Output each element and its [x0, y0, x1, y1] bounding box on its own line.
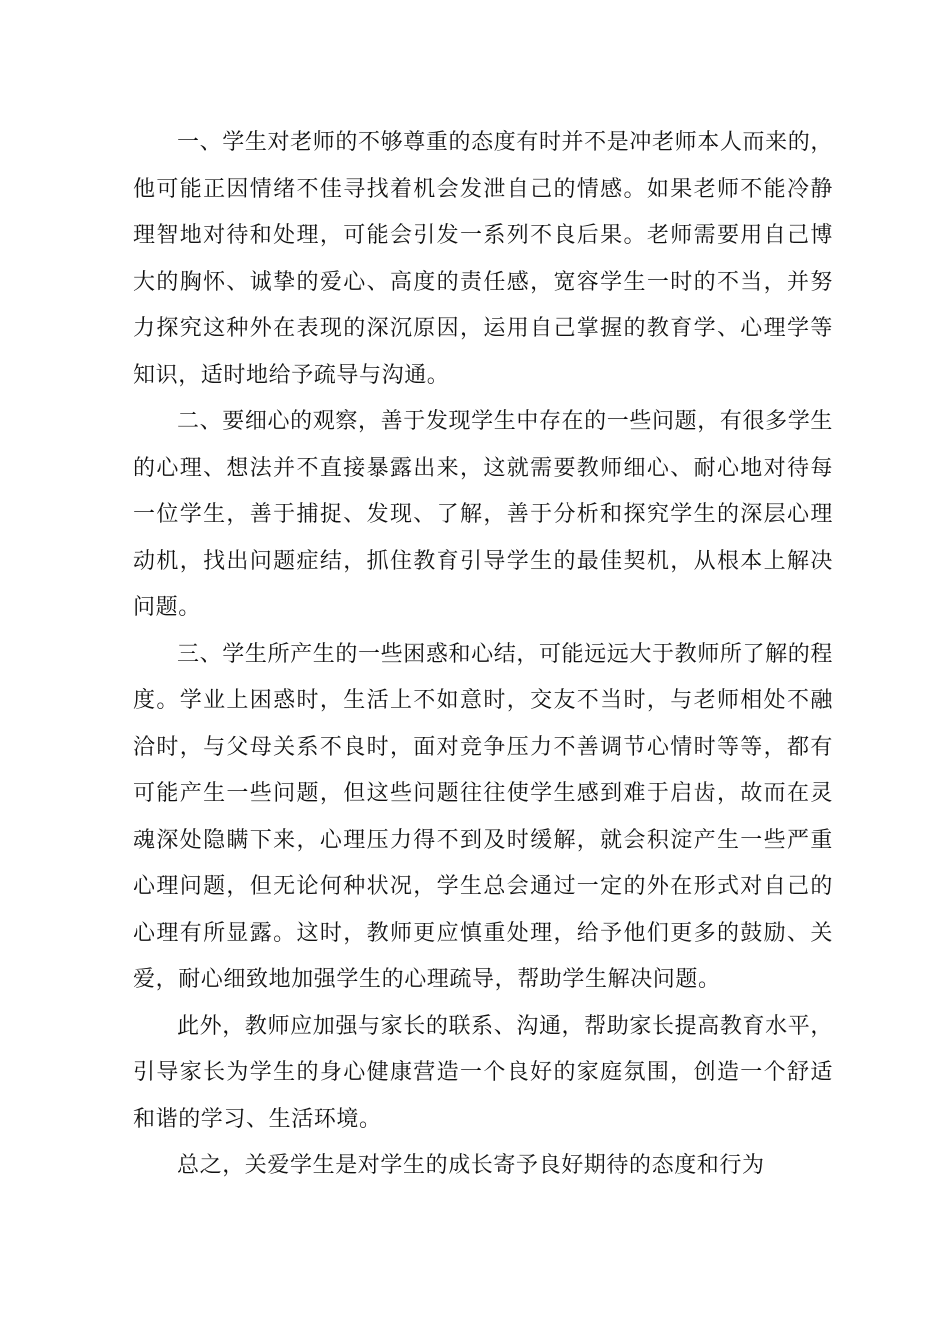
paragraph-3: 三、学生所产生的一些困惑和心结，可能远远大于教师所了解的程度。学业上困惑时，生活上不如意时，交友不当时，与老师相处不融洽时，与父母关系不良时，面对竞争压力不善调节心情时等等，都有可能产生一些问题，但这些问题往往使学生感到难于启齿，故而在灵魂深处隐瞒下来，心理压力得不到及时缓解，就会积淀产生一些严重心理问题，但无论何种状况，学生总会通过一定的外在形式对自己的心理有所显露。这时，教师更应慎重处理，给予他们更多的鼓励、关爱，耐心细致地加强学生的心理疏导，帮助学生解决问题。 — [133, 641, 833, 992]
paragraph-5: 总之，关爱学生是对学生的成长寄予良好期待的态度和行为 — [177, 1153, 765, 1178]
paragraph-1: 一、学生对老师的不够尊重的态度有时并不是冲老师本人而来的，他可能正因情绪不佳寻找着机会发泄自己的情感。如果老师不能冷静理智地对待和处理，可能会引发一系列不良后果。老师需要用自己博大的胸怀、诚挚的爱心、高度的责任感，宽容学生一时的不当，并努力探究这种外在表现的深沉原因，运用自己掌握的教育学、心理学等知识，适时地给予疏导与沟通。 — [133, 130, 833, 388]
document-body — [133, 120, 833, 1190]
paragraph-4: 此外，教师应加强与家长的联系、沟通，帮助家长提高教育水平，引导家长为学生的身心健康营造一个良好的家庭氛围，创造一个舒适和谐的学习、生活环境。 — [133, 1013, 833, 1132]
paragraph-2: 二、要细心的观察，善于发现学生中存在的一些问题，有很多学生的心理、想法并不直接暴露出来，这就需要教师细心、耐心地对待每一位学生，善于捕捉、发现、了解，善于分析和探究学生的深层心理动机，找出问题症结，抓住教育引导学生的最佳契机，从根本上解决问题。 — [133, 409, 833, 620]
